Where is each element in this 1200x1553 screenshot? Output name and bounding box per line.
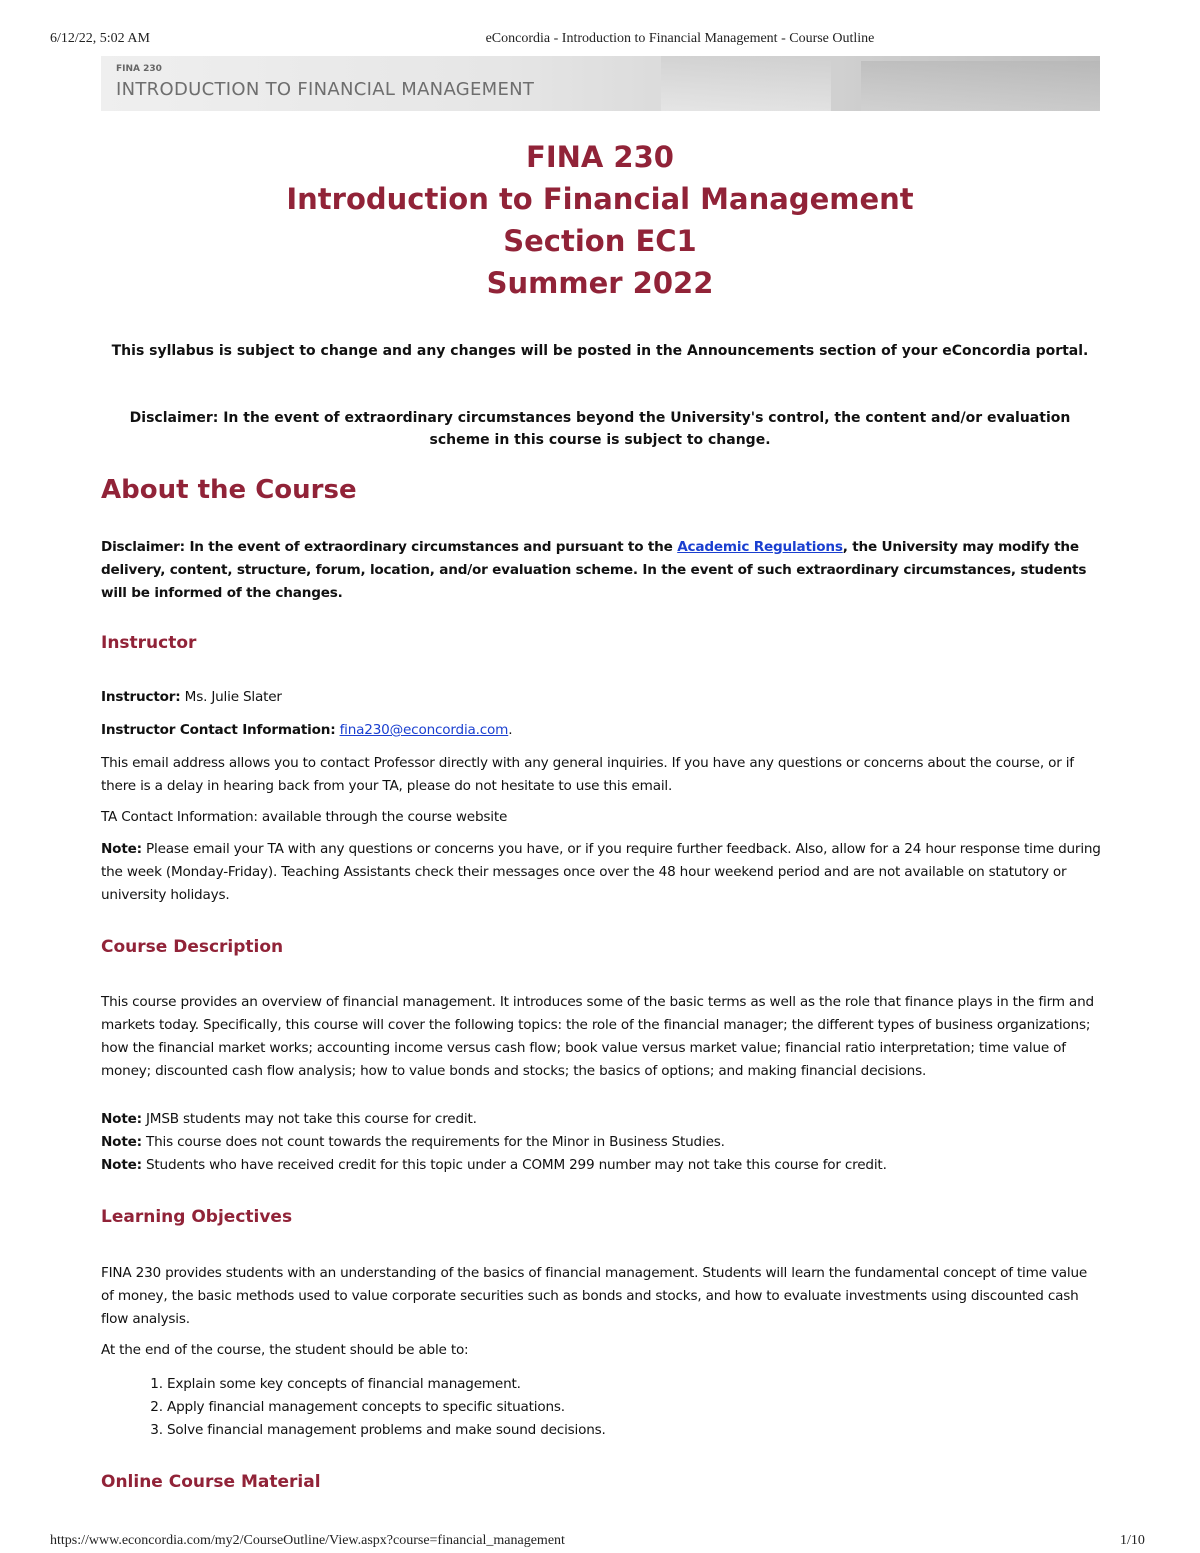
print-url: https://www.econcordia.com/my2/CourseOutline/View.aspx?course=financial_management xyxy=(50,1533,565,1548)
banner-photo-shade xyxy=(661,56,831,111)
print-footer xyxy=(0,1533,1200,1551)
instructor-contact-after: . xyxy=(508,722,513,738)
course-banner xyxy=(101,56,1100,111)
course-description-notes xyxy=(101,1108,1101,1177)
instructor-email-note: This email address allows you to contact Professor directly with any general inquiries. If you have any questions or concerns about the course, or if there is a delay in hearing back from your TA, please do not hesitate to use this email. xyxy=(101,755,1074,794)
list-item: 3. Solve financial management problems and make sound decisions. xyxy=(167,1419,606,1442)
instructor-name-value: Ms. Julie Slater xyxy=(180,689,282,705)
about-disclaimer xyxy=(101,536,1101,605)
learning-objectives-heading: Learning Objectives xyxy=(101,1207,293,1227)
print-title: eConcordia - Introduction to Financial Management - Course Outline xyxy=(485,31,875,46)
online-course-material-heading: Online Course Material xyxy=(101,1472,321,1492)
course-section: Section EC1 xyxy=(503,224,697,258)
note-comm299: Students who have received credit for this topic under a COMM 299 number may not take this course for credit. xyxy=(141,1157,887,1173)
note-jmsb: JMSB students may not take this course for credit. xyxy=(141,1111,477,1127)
learning-objectives-lead: At the end of the course, the student should be able to: xyxy=(101,1342,469,1358)
syllabus-notice: This syllabus is subject to change and any changes will be posted in the Announcements section of your eConcordia portal. xyxy=(111,343,1089,359)
course-term: Summer 2022 xyxy=(486,266,714,300)
banner-photo-shade-right xyxy=(861,61,1100,111)
list-item: 2. Apply financial management concepts to specific situations. xyxy=(167,1396,606,1419)
instructor-note-label: Note: xyxy=(101,841,142,857)
instructor-note xyxy=(101,838,1101,907)
instructor-contact-label: Instructor Contact Information: xyxy=(101,722,336,738)
about-heading: About the Course xyxy=(101,475,357,505)
disclaimer-notice: Disclaimer: In the event of extraordinary circumstances beyond the University's control, the content and/or evaluation scheme in this course is subject to change. xyxy=(129,410,1071,448)
instructor-note-text: Please email your TA with any questions or concerns you have, or if you require further feedback. Also, allow for a 24 hour response time during the week (Monday-Friday). Teaching Assistants check their messages once over the 48 hour weekend period and are not available on statutory or university holidays. xyxy=(101,841,1101,903)
note-label: Note: xyxy=(101,1111,142,1127)
learning-objectives-list xyxy=(101,1373,606,1442)
page-number: 1/10 xyxy=(1120,1533,1145,1548)
banner-course-name: INTRODUCTION TO FINANCIAL MANAGEMENT xyxy=(116,79,535,100)
instructor-heading: Instructor xyxy=(101,633,197,653)
banner-course-code: FINA 230 xyxy=(116,64,162,74)
instructor-email-link[interactable]: fina230@econcordia.com xyxy=(339,722,509,738)
learning-objectives-intro: FINA 230 provides students with an understanding of the basics of financial management. Students will learn the fundamental concept of time value of money, the basic methods used to value corporate securities such as bonds and stocks, and how to evaluate investments using discounted cash flow analysis. xyxy=(101,1265,1088,1327)
note-label: Note: xyxy=(101,1134,142,1150)
course-code: FINA 230 xyxy=(526,140,674,174)
instructor-name xyxy=(101,686,1101,709)
note-label: Note: xyxy=(101,1157,142,1173)
academic-regulations-link[interactable]: Academic Regulations xyxy=(677,539,843,555)
list-item: 1. Explain some key concepts of financial management. xyxy=(167,1373,606,1396)
print-header xyxy=(0,31,1200,51)
course-name: Introduction to Financial Management xyxy=(286,182,914,216)
course-description-text: This course provides an overview of financial management. It introduces some of the basic terms as well as the role that finance plays in the firm and markets today. Specifically, this course will cover the following topics: the role of the financial manager; the different types of business organizations; how the financial market works; accounting income versus cash flow; book value versus market value; financial ratio interpretation; time value of money; discounted cash flow analysis; how to value bonds and stocks; the basics of options; and making financial decisions. xyxy=(101,994,1094,1079)
about-disclaimer-before: Disclaimer: In the event of extraordinary circumstances and pursuant to the xyxy=(101,539,678,555)
course-description-heading: Course Description xyxy=(101,937,284,957)
about-disclaimer-after: , the University may modify the delivery, content, structure, forum, location, and/or evaluation scheme. In the event of such extraordinary circumstances, students will be informed of the changes. xyxy=(101,539,1087,601)
instructor-name-label: Instructor: xyxy=(101,689,181,705)
note-minor: This course does not count towards the requirements for the Minor in Business Studies. xyxy=(141,1134,725,1150)
instructor-contact xyxy=(101,719,1101,742)
ta-contact: TA Contact Information: available through the course website xyxy=(101,809,508,825)
print-date: 6/12/22, 5:02 AM xyxy=(50,31,150,46)
course-title-block xyxy=(0,136,1200,304)
